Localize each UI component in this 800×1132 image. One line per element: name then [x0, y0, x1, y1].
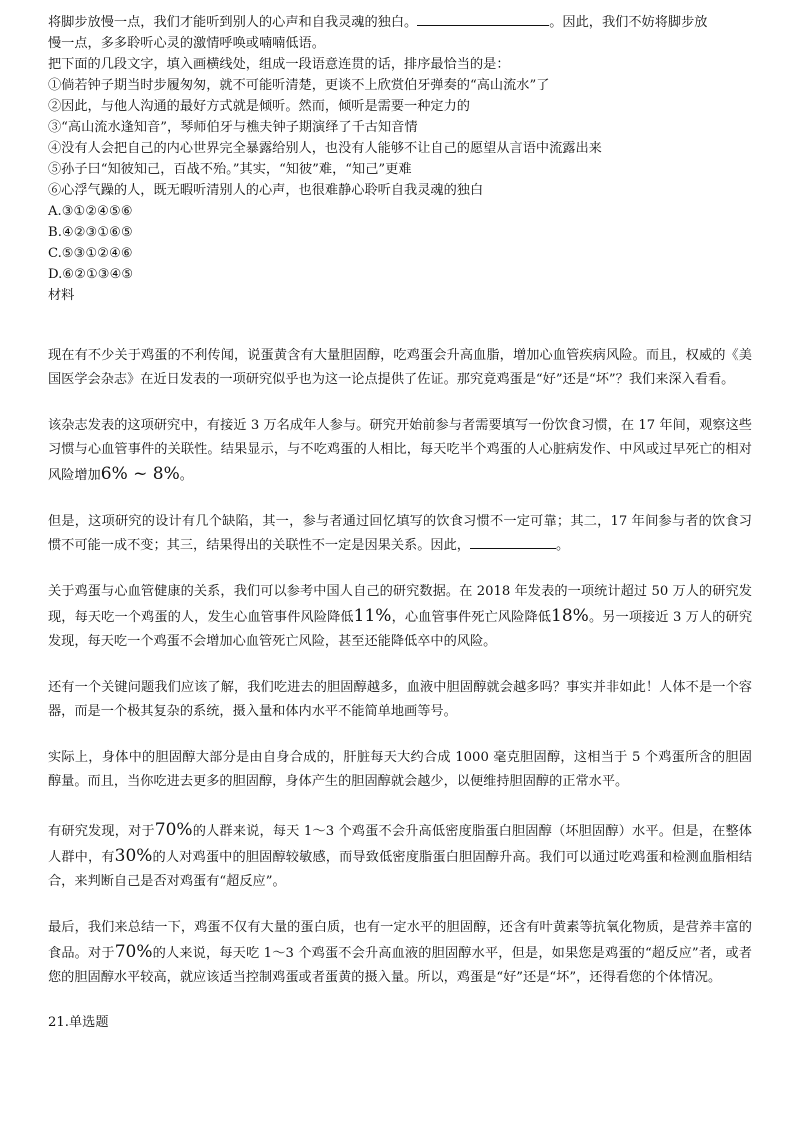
question-item: ②因此，与他人沟通的最好方式就是倾听。然而，倾听是需要一种定力的 — [48, 99, 470, 114]
formula: 70% — [154, 820, 193, 840]
article-paragraph-6: 实际上，身体中的胆固醇大部分是由自身合成的，肝脏每天大约合成 1000 毫克胆固醇，这相当于 5 个鸡蛋所含的胆固醇量。而且，当你吃进去更多的胆固醇，身体产生的胆固醇就会越少，以便维持胆固醇的正常水平。 — [48, 750, 752, 789]
article-paragraph-5: 还有一个关键问题我们应该了解，我们吃进去的胆固醇越多，血液中胆固醇就会越多吗？事实并非如此！人体不是一个容器，而是一个极其复杂的系统，摄入量和体内水平不能简单地画等号。 — [48, 680, 752, 719]
question-number-label: 21.单选题 — [48, 1015, 109, 1030]
question-item: ①倘若钟子期当时步履匆匆，就不可能听清楚，更谈不上欣赏伯牙弹奏的“高山流水”了 — [48, 78, 550, 93]
question-item: ④没有人会把自己的内心世界完全暴露给别人，也没有人能够不让自己的愿望从言语中流露出来 — [48, 141, 602, 156]
question-prompt: 把下面的几段文字，填入画横线处，组成一段语意连贯的话，排序最恰当的是： — [48, 57, 510, 72]
article-paragraph-7: 有研究发现，对于70%的人群来说，每天 1～3 个鸡蛋不会升高低密度脂蛋白胆固醇（坏胆固醇）水平。但是，在整体人群中，有30%的人对鸡蛋中的胆固醇较敏感，而导致低密度脂蛋白胆固醇升高。我们可以通过吃鸡蛋和检测血脂相结合，来判断自己是否对鸡蛋有“超反应”。 — [48, 820, 753, 889]
option-b: B.④②③①⑥⑤ — [48, 225, 133, 240]
article-paragraph-4: 关于鸡蛋与心血管健康的关系，我们可以参考中国人自己的研究数据。在 2018 年发表的一项统计超过 50 万人的研究发现，每天吃一个鸡蛋的人，发生心血管事件风险降低11%，心血管事件死亡风险降低18%。另一项接近 3 万人的研究发现，每天吃一个鸡蛋不会增加心血管死亡风险，甚至还能降低卒中的风险。 — [48, 584, 753, 649]
formula: 11% — [353, 606, 392, 626]
article-paragraph-8: 最后，我们来总结一下，鸡蛋不仅有大量的蛋白质，也有一定水平的胆固醇，还含有叶黄素等抗氧化物质，是营养丰富的食品。对于70%的人来说，每天吃 1～3 个鸡蛋不会升高血液的胆固醇水平，但是，如果您是鸡蛋的“超反应”者，或者您的胆固醇水平较高，就应该适当控制鸡蛋或者蛋黄的摄入量。所以，鸡蛋是“好”还是“坏”，还得看您的个体情况。 — [48, 920, 752, 985]
intro-line-2: 慢一点，多多聆听心灵的激情呼唤或喃喃低语。 — [48, 36, 325, 51]
question-item: ⑥心浮气躁的人，既无暇听清别人的心声，也很难静心聆听自我灵魂的独白 — [48, 183, 484, 198]
fill-blank — [417, 13, 549, 26]
material-label: 材料 — [48, 288, 75, 303]
question-item: ⑤孙子曰“知彼知己，百战不殆。”其实，“知彼”难，“知己”更难 — [48, 162, 412, 177]
formula: 70% — [114, 942, 153, 962]
intro-line-1: 将脚步放慢一点，我们才能听到别人的心声和自我灵魂的独白。 。因此，我们不妨将脚步放 — [48, 15, 708, 30]
formula: 30% — [114, 846, 153, 866]
article-paragraph-1: 现在有不少关于鸡蛋的不利传闻，说蛋黄含有大量胆固醇，吃鸡蛋会升高血脂，增加心血管疾病风险。而且，权威的《美国医学会杂志》在近日发表的一项研究似乎也为这一论点提供了佐证。那究竟鸡蛋是“好”还是“坏”？我们来深入看看。 — [48, 348, 752, 387]
formula: 6% ~ 8% — [100, 464, 180, 484]
formula: 18% — [551, 606, 589, 626]
option-c: C.⑤③①②④⑥ — [48, 246, 133, 261]
fill-blank — [470, 536, 556, 549]
article-paragraph-2: 该杂志发表的这项研究中，有接近 3 万名成年人参与。研究开始前参与者需要填写一份饮食习惯，在 17 年间，观察这些习惯与心血管事件的关联性。结果显示，与不吃鸡蛋的人相比，每天吃半个鸡蛋的人心脏病发作、中风或过早死亡的相对风险增加6% ~ 8%。 — [48, 418, 752, 484]
option-d: D.⑥②①③④⑤ — [48, 267, 134, 282]
article-paragraph-3: 但是，这项研究的设计有几个缺陷，其一，参与者通过回忆填写的饮食习惯不一定可靠；其二，17 年间参与者的饮食习惯不可能一成不变；其三，结果得出的关联性不一定是因果关系。因此， 。 — [48, 514, 752, 553]
question-item: ③“高山流水逢知音”，琴师伯牙与樵夫钟子期演绎了千古知音情 — [48, 120, 418, 135]
option-a: A.③①②④⑤⑥ — [48, 204, 133, 219]
